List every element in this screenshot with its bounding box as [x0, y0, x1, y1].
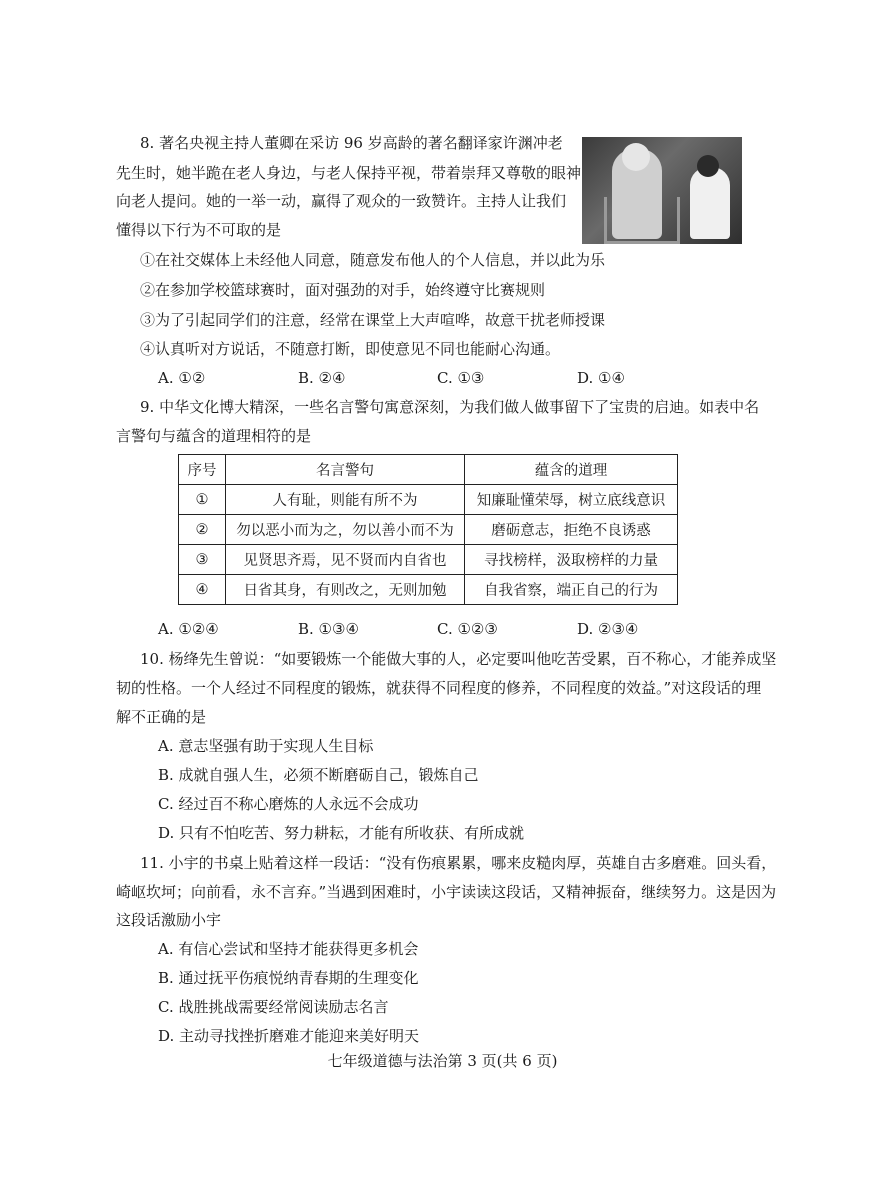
table-cell: 自我省察，端正自己的行为: [465, 575, 678, 605]
q11-option-a: A. 有信心尝试和坚持才能获得更多机会: [158, 940, 419, 958]
table-cell: ①: [179, 485, 226, 515]
table-header-row: [179, 455, 678, 485]
q11-option-d: D. 主动寻找挫折磨难才能迎来美好明天: [158, 1027, 420, 1045]
table-row: [179, 515, 678, 545]
q10-option-b: B. 成就自强人生，必须不断磨砺自己，锻炼自己: [158, 766, 479, 784]
table-cell: 勿以恶小而为之，勿以善小而不为: [226, 515, 465, 545]
table-header-cell: 序号: [179, 455, 226, 485]
table-cell: ④: [179, 575, 226, 605]
table-cell: 寻找榜样，汲取榜样的力量: [465, 545, 678, 575]
q8-option-a: A. ①②: [158, 369, 206, 387]
q9-option-c: C. ①②③: [437, 620, 498, 638]
q11-line-1: 11. 小宇的书桌上贴着这样一段话：“没有伤痕累累，哪来皮糙肉厚，英雄自古多磨难。回头看，: [140, 854, 777, 872]
q8-option-c: C. ①③: [437, 369, 485, 387]
q8-statement-3: ③为了引起同学们的注意，经常在课堂上大声喧哗，故意干扰老师授课: [140, 311, 606, 329]
table-cell: 日省其身，有则改之，无则加勉: [226, 575, 465, 605]
table-cell: ②: [179, 515, 226, 545]
q11-line-2: 崎岖坎坷；向前看，永不言弃。”当遇到困难时，小宇读读这段话，又精神振奋，继续努力。这是因为: [116, 883, 777, 901]
photo-host: [690, 167, 730, 239]
photo-host-head: [697, 155, 719, 177]
table-row: [179, 545, 678, 575]
table-cell: 见贤思齐焉，见不贤而内自省也: [226, 545, 465, 575]
table-header-cell: 名言警句: [226, 455, 465, 485]
q9-line-1: 9. 中华文化博大精深，一些名言警句寓意深刻，为我们做人做事留下了宝贵的启迪。如表中名: [140, 398, 760, 416]
q9-option-a: A. ①②④: [158, 620, 219, 638]
interview-photo: [582, 137, 742, 244]
q10-line-2: 韧的性格。一个人经过不同程度的锻炼，就获得不同程度的修养，不同程度的效益。”对这段话的理: [116, 679, 762, 697]
table-cell: 磨砺意志，拒绝不良诱惑: [465, 515, 678, 545]
q9-option-b: B. ①③④: [298, 620, 359, 638]
q10-option-d: D. 只有不怕吃苦、努力耕耘，才能有所收获、有所成就: [158, 824, 525, 842]
table-cell: 知廉耻懂荣辱，树立底线意识: [465, 485, 678, 515]
q8-line-4: 懂得以下行为不可取的是: [116, 221, 282, 239]
table-row: [179, 575, 678, 605]
table-cell: ③: [179, 545, 226, 575]
q11-option-c: C. 战胜挑战需要经常阅读励志名言: [158, 998, 389, 1016]
q9-option-d: D. ②③④: [577, 620, 639, 638]
q10-option-c: C. 经过百不称心磨炼的人永远不会成功: [158, 795, 419, 813]
q8-option-d: D. ①④: [577, 369, 625, 387]
q10-line-1: 10. 杨绛先生曾说：“如要锻炼一个能做大事的人，必定要叫他吃苦受累，百不称心，才能养成坚: [140, 650, 777, 668]
q10-line-3: 解不正确的是: [116, 708, 207, 726]
page-footer: 七年级道德与法治第 3 页(共 6 页): [327, 1052, 558, 1070]
q8-line-3: 向老人提问。她的一举一动，赢得了观众的一致赞许。主持人让我们: [116, 192, 567, 210]
q8-line-1: 8. 著名央视主持人董卿在采访 96 岁高龄的著名翻译家许渊冲老: [140, 134, 563, 152]
table-row: [179, 485, 678, 515]
q8-statement-1: ①在社交媒体上未经他人同意，随意发布他人的个人信息，并以此为乐: [140, 251, 606, 269]
photo-elderly-man-head: [622, 143, 650, 171]
q9-line-2: 言警句与蕴含的道理相符的是: [116, 427, 312, 445]
q8-line-2: 先生时，她半跪在老人身边，与老人保持平视，带着崇拜又尊敬的眼神: [116, 164, 582, 182]
q11-line-3: 这段话激励小宇: [116, 911, 222, 929]
quotes-table: [178, 454, 678, 605]
q8-statement-2: ②在参加学校篮球赛时，面对强劲的对手，始终遵守比赛规则: [140, 281, 546, 299]
q8-statement-4: ④认真听对方说话，不随意打断，即使意见不同也能耐心沟通。: [140, 340, 561, 358]
table-cell: 人有耻，则能有所不为: [226, 485, 465, 515]
q11-option-b: B. 通过抚平伤痕悦纳青春期的生理变化: [158, 969, 419, 987]
q8-option-b: B. ②④: [298, 369, 346, 387]
q10-option-a: A. 意志坚强有助于实现人生目标: [158, 737, 374, 755]
table-header-cell: 蕴含的道理: [465, 455, 678, 485]
